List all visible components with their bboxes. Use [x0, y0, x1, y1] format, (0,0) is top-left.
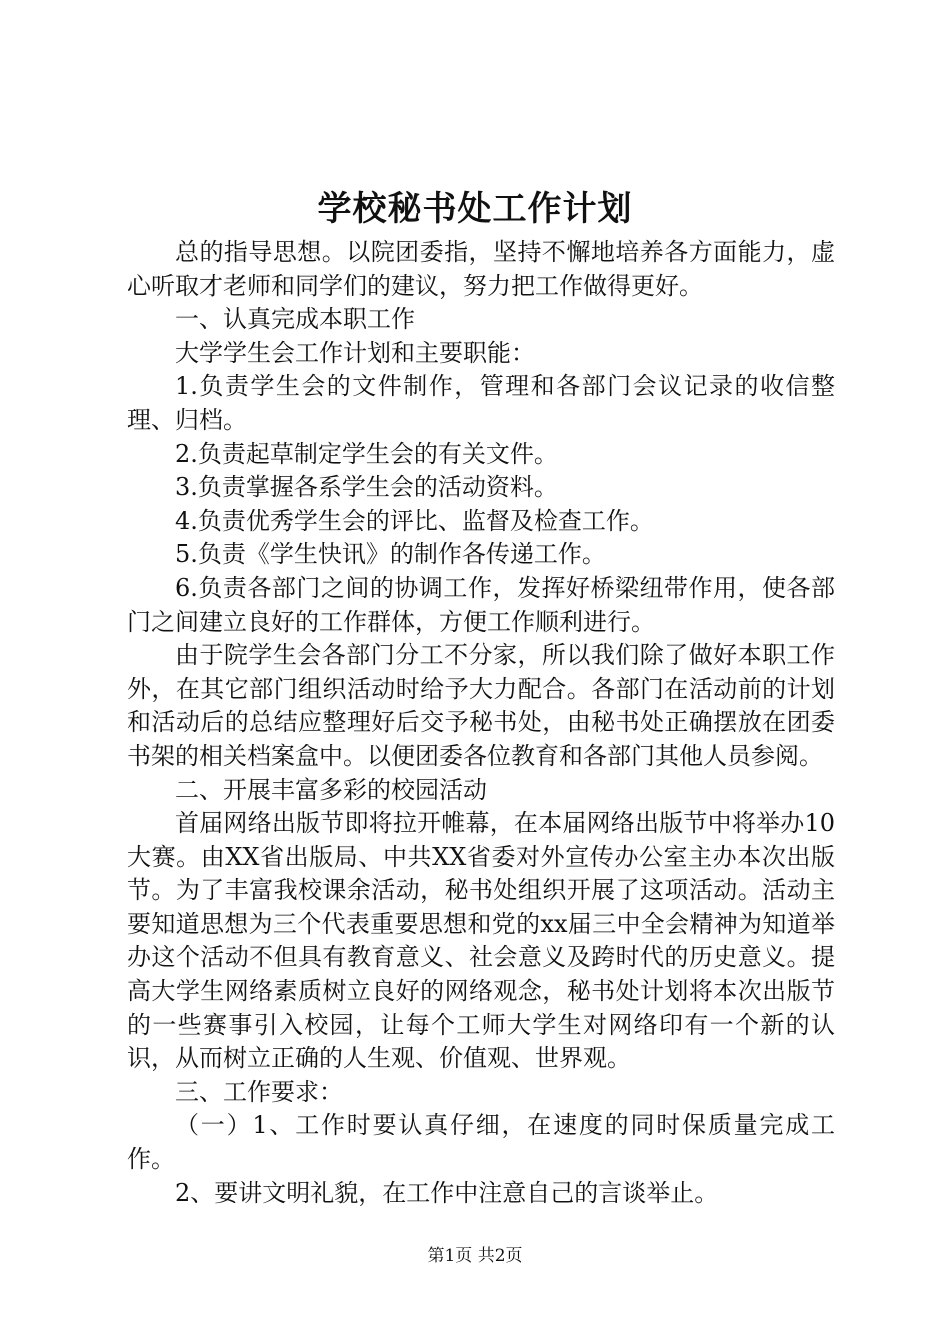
- list-item-4: 4.负责优秀学生会的评比、监督及检查工作。: [175, 506, 654, 535]
- document-title: 学校秘书处工作计划: [317, 189, 633, 229]
- list-item-3: 3.负责掌握各系学生会的活动资料。: [175, 473, 558, 502]
- section-heading-2: 二、开展丰富多彩的校园活动: [175, 775, 487, 804]
- section-heading-3: 三、工作要求：: [175, 1077, 343, 1106]
- section-heading-1: 一、认真完成本职工作: [175, 305, 415, 334]
- paragraph-functions-intro: 大学学生会工作计划和主要职能：: [175, 338, 535, 367]
- requirement-item-2: 2、要讲文明礼貌，在工作中注意自己的言谈举止。: [175, 1178, 719, 1207]
- paragraph-campus-activity: 首届网络出版节即将拉开帷幕，在本届网络出版节中将举办10大赛。由XX省出版局、中共XX省委对外宣传办公室主办本次出版节。为了丰富我校课余活动，秘书处组织开展了这项活动。活动主要知道思想为三个代表重要思想和党的xx届三中全会精神为知道举办这个活动不但具有教育意义、社会意义及跨时代的历史意义。提高大学生网络素质树立良好的网络观念，秘书处计划将本次出版节的一些赛事引入校园，让每个工师大学生对网络印有一个新的认识，从而树立正确的人生观、价值观、世界观。: [127, 809, 835, 1073]
- paragraph-cooperation: 由于院学生会各部门分工不分家，所以我们除了做好本职工作外，在其它部门组织活动时给予大力配合。各部门在活动前的计划和活动后的总结应整理好后交予秘书处，由秘书处正确摆放在团委书架的相关档案盒中。以便团委各位教育和各部门其他人员参阅。: [127, 641, 835, 770]
- list-item-2: 2.负责起草制定学生会的有关文件。: [175, 439, 558, 468]
- document-body: [127, 236, 835, 1210]
- list-item-1: 1.负责学生会的文件制作，管理和各部门会议记录的收信整理、归档。: [127, 372, 835, 434]
- page-footer: 第1页 共2页: [427, 1246, 523, 1266]
- list-item-5: 5.负责《学生快讯》的制作各传递工作。: [175, 540, 606, 569]
- paragraph-guiding-thought: 总的指导思想。以院团委指，坚持不懈地培养各方面能力，虚心听取才老师和同学们的建议，努力把工作做得更好。: [127, 238, 835, 300]
- list-item-6: 6.负责各部门之间的协调工作，发挥好桥梁纽带作用，使各部门之间建立良好的工作群体，方便工作顺利进行。: [127, 573, 835, 636]
- requirement-item-1: （一）1、工作时要认真仔细，在速度的同时保质量完成工作。: [127, 1111, 835, 1174]
